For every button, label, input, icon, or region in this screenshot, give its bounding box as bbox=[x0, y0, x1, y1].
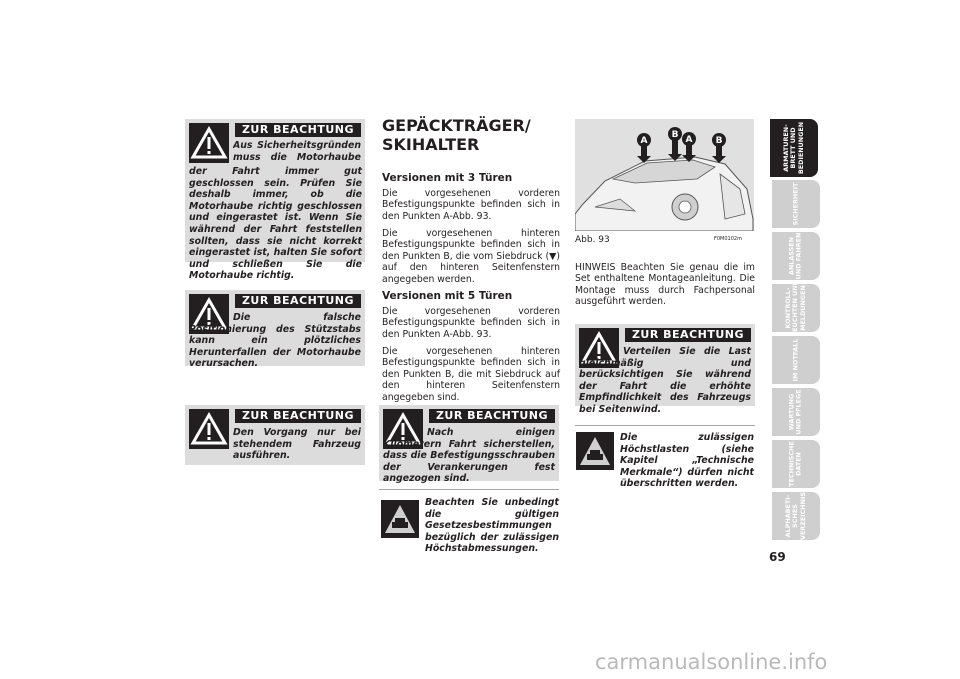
warning-box-load bbox=[575, 324, 755, 415]
warning-tag: ZUR BEACHTUNG bbox=[235, 294, 361, 308]
paragraph: Die vorgesehenen vorderen Befestigungspunkte befinden sich in den Punkten A-Abb. 93. bbox=[382, 306, 560, 340]
figure-label-a: A bbox=[685, 135, 693, 145]
watermark: carmanualsonline.info bbox=[595, 650, 828, 674]
paragraph: Die vorgesehenen vorderen Befestigungspunkte befinden sich in den Punkten A-Abb. 93. bbox=[382, 188, 560, 222]
divider bbox=[575, 425, 755, 426]
warning-text: Verteilen Sie die Last gleichmäßig und berücksichtigen Sie während der Fahrt die erhöhte Empfindlichkeit des Fahrzeugs bei Seitenwind. bbox=[579, 346, 751, 415]
tab-kontrollleuchten[interactable]: KONTROLL- LEUCHTEN UND MELDUNGEN bbox=[772, 284, 820, 332]
warning-box-support-rod bbox=[185, 290, 365, 370]
tab-verzeichnis[interactable]: ALPHABETI- SCHES VERZEICHNIS bbox=[772, 492, 820, 540]
warning-text: Aus Sicherheitsgründen muss die Motorhaube bbox=[233, 140, 361, 162]
warning-triangle-icon bbox=[189, 123, 229, 163]
subsection-title-5-doors: Versionen mit 5 Türen bbox=[382, 290, 513, 302]
figure-label-a: A bbox=[640, 136, 648, 146]
note-text: Die zulässigen Höchstlasten (siehe Kapitel „Technische Merkmale“) dürfen nicht überschritten werden. bbox=[620, 432, 754, 490]
tab-wartung[interactable]: WARTUNG UND PFLEGE bbox=[772, 388, 820, 436]
tab-sicherheit[interactable]: SICHERHEIT bbox=[772, 180, 820, 228]
warning-triangle-icon bbox=[189, 409, 229, 449]
warning-tag: ZUR BEACHTUNG bbox=[625, 328, 751, 342]
environment-car-icon bbox=[381, 500, 419, 538]
section-heading: GEPÄCKTRÄGER/ SKIHALTER bbox=[382, 116, 531, 154]
divider bbox=[379, 489, 559, 490]
page-number: 69 bbox=[769, 550, 786, 564]
tab-anlassen[interactable]: ANLASSEN UND FAHREN bbox=[772, 232, 820, 280]
warning-box-screws bbox=[379, 405, 559, 485]
environment-car-icon bbox=[576, 432, 614, 470]
warning-tag: ZUR BEACHTUNG bbox=[235, 409, 361, 423]
tab-technische-daten[interactable]: TECHNISCHE DATEN bbox=[772, 440, 820, 488]
paragraph: Die vorgesehenen hinteren Befestigungspunkte befinden sich in den Punkten B, die mit Siebdruck auf den hinteren Seitenfenstern angegeben sind. bbox=[382, 346, 560, 403]
figure-caption: Abb. 93 bbox=[575, 235, 610, 245]
warning-text: Nach einigen Kilometern Fahrt sicherstellen, dass die Befestigungsschrauben der Verankerungen fest angezogen sind. bbox=[383, 427, 555, 485]
figure-code: F0M0102m bbox=[714, 236, 742, 242]
figure-label-b: B bbox=[715, 136, 723, 146]
hinweis-paragraph: HINWEIS Beachten Sie genau die im Set enthaltene Montageanleitung. Die Montage muss durch Fachpersonal ausgeführt werden. bbox=[575, 262, 755, 308]
warning-text: Den Vorgang nur bei stehendem Fahrzeug ausführen. bbox=[233, 427, 361, 462]
warning-text: Die falsche Positionierung des Stützstabs kann ein plötzliches Herunterfallen der Motorhaube verursachen. bbox=[189, 312, 361, 370]
warning-tag: ZUR BEACHTUNG bbox=[429, 409, 555, 423]
subsection-title-3-doors: Versionen mit 3 Türen bbox=[382, 172, 513, 184]
paragraph: Die vorgesehenen hinteren Befestigungspunkte befinden sich in den Punkten B, die vom Siebdruck (▼) auf den hinteren Seitenfenstern angegeben werden. bbox=[382, 228, 560, 285]
figure-label-b: B bbox=[671, 130, 679, 140]
warning-text-flow: der Fahrt immer gut geschlossen sein. Prüfen Sie deshalb immer, ob die Motorhaube richtig geschlossen und eingerastet ist. Wenn Sie während der Fahrt feststellen sollten, dass sie nicht korrekt eingerastet ist, halten Sie sofort und schließen Sie die Motorhaube richtig. bbox=[189, 166, 362, 282]
warning-tag: ZUR BEACHTUNG bbox=[235, 123, 361, 137]
note-text: Beachten Sie unbedingt die gültigen Gesetzesbestimmungen bezüglich der zulässigen Höchstabmessungen. bbox=[425, 497, 559, 555]
tab-armaturenbrett[interactable]: ARMATUREN- BRETT UND BEDIENUNGEN bbox=[770, 119, 818, 177]
tab-im-notfall[interactable]: IM NOTFALL bbox=[772, 336, 820, 384]
figure-car-roof-points bbox=[575, 119, 754, 231]
warning-box-stationary bbox=[185, 405, 365, 465]
